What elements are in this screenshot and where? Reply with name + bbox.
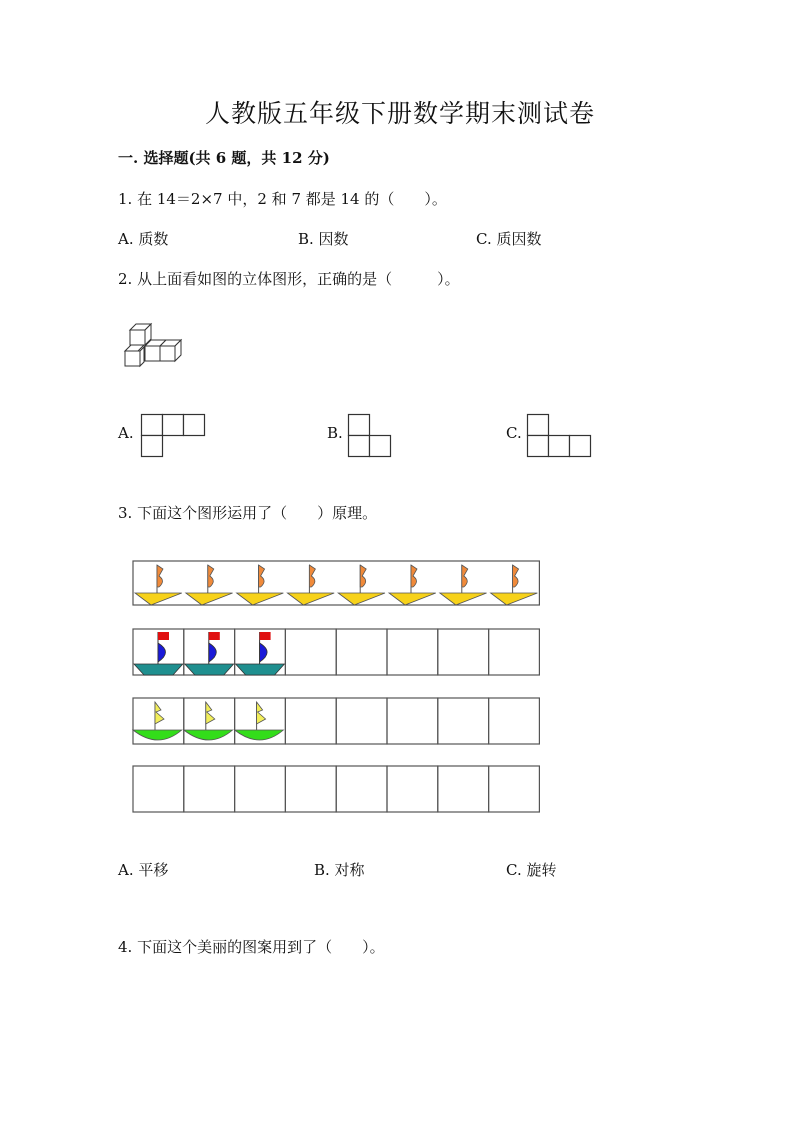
orange-flag-boat xyxy=(338,565,385,605)
q1-option-b[interactable]: B. 因数 xyxy=(298,230,349,248)
question-4-text: 4. 下面这个美丽的图案用到了（ ）。 xyxy=(118,938,385,956)
q3-option-b[interactable]: B. 对称 xyxy=(314,861,365,879)
grid-cell xyxy=(285,766,336,812)
q1-option-a[interactable]: A. 质数 xyxy=(118,230,169,248)
q1-option-c[interactable]: C. 质因数 xyxy=(476,230,542,248)
q2-option-b-figure xyxy=(348,414,394,460)
grid-cell xyxy=(184,766,235,812)
page-title: 人教版五年级下册数学期末测试卷 xyxy=(204,99,595,128)
orange-flag-boat xyxy=(440,565,487,605)
grid-cell xyxy=(489,629,540,675)
grid-cell xyxy=(387,698,438,744)
green-hull-boat xyxy=(133,702,182,740)
orange-flag-boat xyxy=(186,565,233,605)
grid-cell xyxy=(438,629,489,675)
boat-translation-figure xyxy=(130,556,544,818)
orange-flag-boat xyxy=(237,565,284,605)
grid-cell xyxy=(489,698,540,744)
orange-flag-boat xyxy=(491,565,538,605)
grid-cell xyxy=(285,629,336,675)
orange-flag-boat xyxy=(287,565,334,605)
grid-cell xyxy=(438,698,489,744)
grid-cell xyxy=(336,766,387,812)
q3-option-a[interactable]: A. 平移 xyxy=(118,861,169,879)
blue-sail-boat xyxy=(134,632,183,675)
cube-stack-figure xyxy=(122,322,188,372)
grid-cell xyxy=(336,629,387,675)
green-hull-boat xyxy=(235,702,284,740)
green-hull-boat xyxy=(184,702,233,740)
question-3-text: 3. 下面这个图形运用了（ ）原理。 xyxy=(118,504,378,522)
orange-flag-boat xyxy=(135,565,182,605)
grid-cell xyxy=(387,629,438,675)
grid-cell xyxy=(438,766,489,812)
q2-option-a[interactable]: A. xyxy=(118,424,134,442)
q2-option-c[interactable]: C. xyxy=(506,424,522,442)
grid-cell xyxy=(489,766,540,812)
blue-sail-boat xyxy=(185,632,234,675)
q3-option-c[interactable]: C. 旋转 xyxy=(506,861,557,879)
blue-sail-boat xyxy=(236,632,285,675)
q2-option-b[interactable]: B. xyxy=(327,424,343,442)
question-1-text: 1. 在 14＝2×7 中，2 和 7 都是 14 的（ ）。 xyxy=(118,190,447,208)
grid-cell xyxy=(285,698,336,744)
grid-cell xyxy=(387,766,438,812)
q2-option-a-figure xyxy=(141,414,207,458)
section-heading: 一. 选择题(共 6 题，共 12 分) xyxy=(118,149,330,167)
grid-cell xyxy=(133,766,184,812)
orange-flag-boat xyxy=(389,565,436,605)
grid-cell xyxy=(336,698,387,744)
q2-option-c-figure xyxy=(527,414,593,460)
grid-cell xyxy=(235,766,286,812)
question-2-text: 2. 从上面看如图的立体图形，正确的是（ ）。 xyxy=(118,270,460,288)
